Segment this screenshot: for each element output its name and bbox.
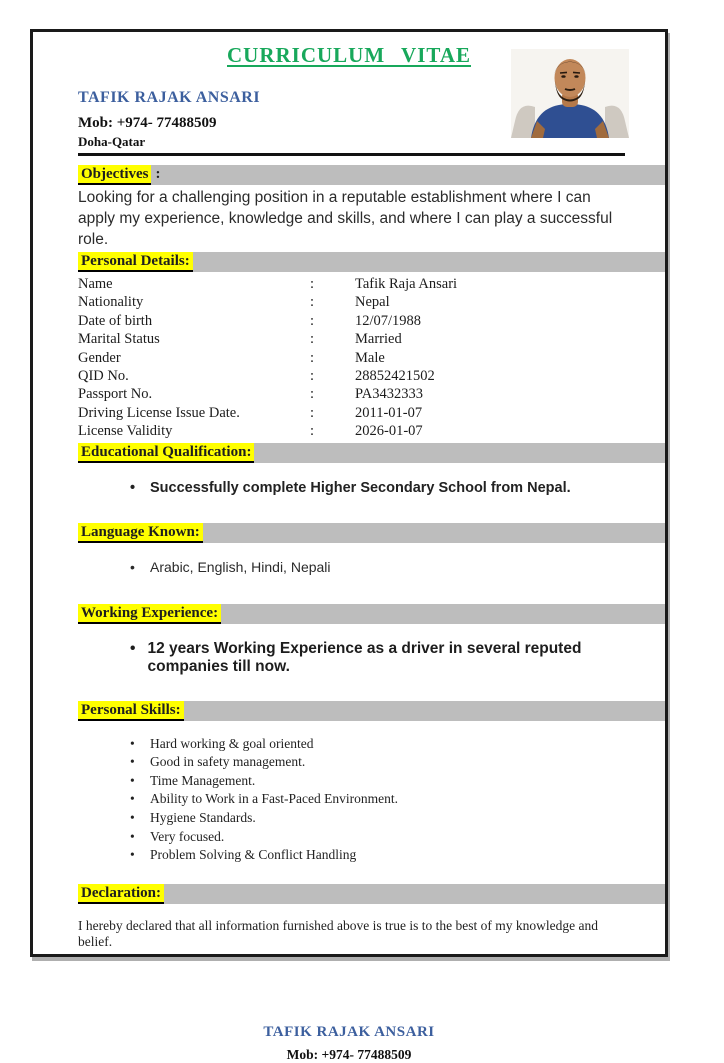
footer-name: TAFIK RAJAK ANSARI <box>263 1023 435 1040</box>
objectives-heading-colon: : <box>155 166 161 182</box>
section-heading-personal-details <box>78 252 665 272</box>
table-row <box>78 330 665 348</box>
list-item <box>130 480 665 496</box>
declaration-heading-label: Declaration: <box>78 884 164 904</box>
section-heading-education <box>78 443 665 463</box>
bullet-icon: • <box>130 735 135 751</box>
skill-item-text: Ability to Work in a Fast-Paced Environment. <box>150 791 399 807</box>
declaration-text: I hereby declared that all information furnished above is true is to the best of my knowledge and belief. <box>78 917 598 949</box>
list-item <box>130 828 665 847</box>
bullet-icon: • <box>130 791 135 807</box>
skill-item-text: Very focused. <box>150 828 225 844</box>
row-separator: : <box>310 423 315 440</box>
skills-list <box>78 735 665 865</box>
row-label: Gender <box>78 349 121 366</box>
objectives-text: Looking for a challenging position in a reputable establishment where I can apply my experience, knowledge and skills, and where I can play a successful role. <box>78 189 613 248</box>
row-separator: : <box>310 294 315 311</box>
row-label: Nationality <box>78 294 144 311</box>
header-name: TAFIK RAJAK ANSARI <box>78 89 261 106</box>
bullet-icon: • <box>130 772 135 788</box>
profile-photo <box>511 49 629 138</box>
row-value: 28852421502 <box>355 368 435 385</box>
row-separator: : <box>310 276 315 292</box>
education-item-text: Successfully complete Higher Secondary School from Nepal. <box>150 479 571 496</box>
bullet-icon: • <box>130 558 135 575</box>
list-item <box>130 640 655 676</box>
row-value: 2026-01-07 <box>355 423 423 440</box>
table-row <box>78 312 665 330</box>
skill-item-text: Time Management. <box>150 772 256 788</box>
row-label: QID No. <box>78 368 129 385</box>
cv-page <box>30 29 668 1062</box>
row-separator: : <box>310 386 315 403</box>
profile-photo-illustration <box>511 49 629 138</box>
languages-item-text: Arabic, English, Hindi, Nepali <box>150 558 331 575</box>
table-row <box>78 422 665 440</box>
objectives-heading-label: Objectives <box>78 165 151 185</box>
list-item <box>130 559 665 575</box>
row-label: Name <box>78 276 113 292</box>
section-heading-skills <box>78 701 665 721</box>
list-item <box>130 735 665 754</box>
header-divider <box>78 153 625 156</box>
header-mobile: Mob: +974- 77488509 <box>78 115 217 131</box>
bullet-icon: • <box>130 479 136 496</box>
list-item <box>130 790 665 809</box>
bullet-icon: • <box>130 847 135 863</box>
footer <box>78 1024 620 1063</box>
row-label: Marital Status <box>78 331 160 348</box>
row-label: Driving License Issue Date. <box>78 404 240 421</box>
bullet-icon: • <box>130 810 135 826</box>
row-value: Nepal <box>355 294 390 311</box>
row-separator: : <box>310 331 315 348</box>
experience-heading-label: Working Experience: <box>78 604 221 624</box>
header-location: Doha-Qatar <box>78 134 146 149</box>
list-item <box>130 846 665 865</box>
bullet-icon: • <box>130 754 135 770</box>
list-item <box>130 772 665 791</box>
table-row <box>78 385 665 403</box>
row-value: Married <box>355 331 402 348</box>
row-label: Date of birth <box>78 312 153 329</box>
skill-item-text: Good in safety management. <box>150 754 306 770</box>
languages-heading-label: Language Known: <box>78 523 203 543</box>
section-heading-declaration <box>78 884 665 904</box>
page-title: CURRICULUM VITAE <box>227 43 471 67</box>
list-item <box>130 753 665 772</box>
row-value: 2011-01-07 <box>355 404 423 421</box>
cv-content <box>33 32 665 1062</box>
row-value: PA3432333 <box>355 386 423 403</box>
table-row <box>78 275 665 293</box>
section-heading-languages <box>78 523 665 543</box>
skill-item-text: Hard working & goal oriented <box>150 735 314 751</box>
bullet-icon: • <box>130 639 136 657</box>
section-heading-experience <box>78 604 665 624</box>
skill-item-text: Hygiene Standards. <box>150 810 256 826</box>
table-row <box>78 367 665 385</box>
row-value: 12/07/1988 <box>355 312 422 329</box>
row-separator: : <box>310 368 315 385</box>
row-value: Male <box>355 349 385 366</box>
row-separator: : <box>310 312 315 329</box>
experience-item-text: 12 years Working Experience as a driver in several reputed companies till now. <box>147 639 582 675</box>
table-row <box>78 293 665 311</box>
table-row <box>78 349 665 367</box>
row-separator: : <box>310 349 315 366</box>
table-row <box>78 404 665 422</box>
footer-mobile: Mob: +974- 77488509 <box>286 1046 412 1062</box>
list-item <box>130 809 665 828</box>
row-value: Tafik Raja Ansari <box>355 276 458 292</box>
skills-heading-label: Personal Skills: <box>78 701 184 721</box>
personal-details-table <box>78 275 665 441</box>
row-label: Passport No. <box>78 386 153 403</box>
skill-item-text: Problem Solving & Conflict Handling <box>150 847 357 863</box>
education-heading-label: Educational Qualification: <box>78 443 254 463</box>
row-separator: : <box>310 404 315 421</box>
row-label: License Validity <box>78 423 173 440</box>
bullet-icon: • <box>130 828 135 844</box>
personal-details-heading-label: Personal Details: <box>78 252 193 272</box>
section-heading-objectives <box>78 165 665 185</box>
